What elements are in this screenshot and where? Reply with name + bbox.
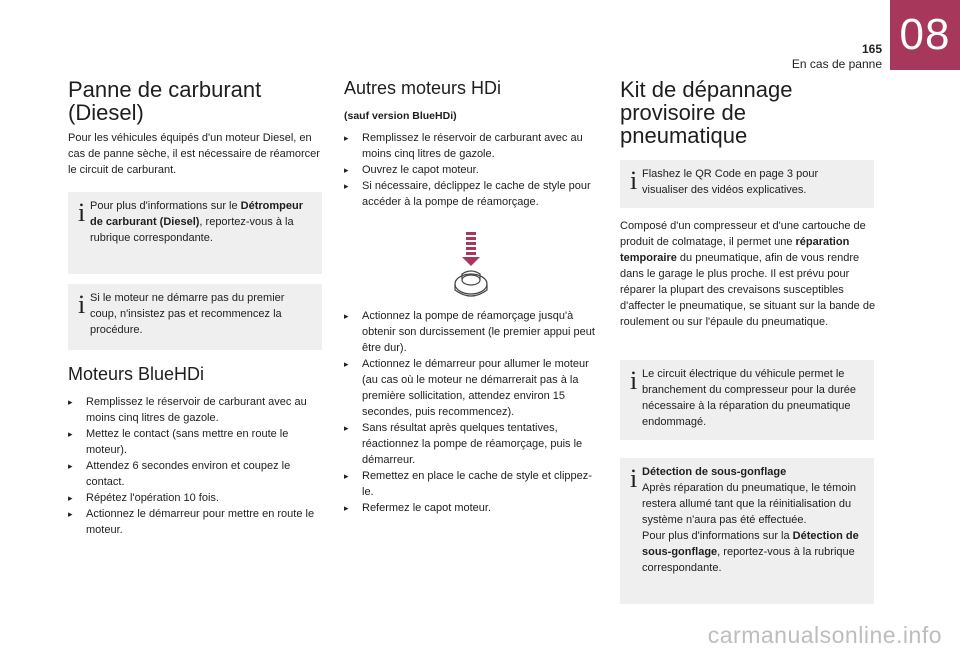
detection-title: Détection de sous-gonflage [642,466,787,478]
list-item: ▸ Actionnez le démarreur pour allumer le moteur (au cas où le moteur ne démarrerait pas à la première sollicitation, attendez environ 15 secondes, puis recommencez). [344,358,589,418]
list-item: ▸ Si nécessaire, déclippez le cache de style pour accéder à la pompe de réamorçage. [344,180,591,208]
list-item: ▸ Attendez 6 secondes environ et coupez le contact. [68,460,291,488]
info-icon: i [78,290,86,319]
list-item: ▸ Sans résultat après quelques tentatives, réactionnez la pompe de réamorçage, puis le démarreur. [344,422,583,466]
list-item: ▸ Ouvrez le capot moteur. [344,164,479,176]
priming-pump-illustration [450,228,500,300]
page-number: 165 [861,42,882,56]
info-icon: i [630,166,638,195]
bluehdi-steps [68,394,318,538]
info-box-circuit: i Le circuit électrique du véhicule permet le branchement du compresseur pour la durée nécessaire à la réparation du pneumatique endommagé. [620,360,874,440]
info-icon: i [630,366,638,395]
section-title: En cas de panne [791,57,882,71]
info-box-qr: i Flashez le QR Code en page 3 pour visualiser des vidéos explicatives. [620,160,874,208]
list-item: ▸ Actionnez la pompe de réamorçage jusqu'à obtenir son durcissement (le premier appui peut être dur). [344,310,595,354]
chapter-tab: 08 [890,0,960,70]
title-bluehdi: Moteurs BlueHDi [68,364,205,384]
title-panne-carburant: Panne de carburant (Diesel) [68,77,262,125]
list-item: ▸ Refermez le capot moteur. [344,502,492,514]
list-item: ▸ Mettez le contact (sans mettre en route le moteur). [68,428,289,456]
subtitle-sauf-bluehdi: (sauf version BlueHDi) [344,110,457,122]
column-1 [68,78,322,124]
intro-text: Pour les véhicules équipés d'un moteur Diesel, en cas de panne sèche, il est nécessaire de réamorcer le circuit de carburant. [68,132,320,176]
list-item: ▸ Actionnez le démarreur pour mettre en route le moteur. [68,508,315,536]
list-item: ▸ Remettez en place le cache de style et clippez-le. [344,470,592,498]
info-box-demarrage: i Si le moteur ne démarre pas du premier coup, n'insistez pas et recommencez la procédure. [68,284,322,350]
info-icon: i [630,464,638,493]
list-item: ▸ Remplissez le réservoir de carburant avec au moins cinq litres de gazole. [68,396,307,424]
title-autres-hdi: Autres moteurs HDi [344,78,502,98]
hdi-steps-b [344,308,598,516]
list-item: ▸ Remplissez le réservoir de carburant avec au moins cinq litres de gazole. [344,132,583,160]
info-box-detrompeur: i Pour plus d'informations sur le Détrompeur de carburant (Diesel), reportez-vous à la rubrique correspondante. [68,192,322,274]
title-kit-depannage: Kit de dépannage provisoire de pneumatique [620,77,793,148]
kit-description: Composé d'un compresseur et d'une cartouche de produit de colmatage, il permet une réparation temporaire du pneumatique, afin de vous rendre dans le garage le plus proche. Il est prévu pour réparer la plupart des crevaisons susceptibles d'affecter le pneumatique, se situant sur la bande de roulement ou sur l'épaule du pneumatique. [620,220,876,328]
list-item: ▸ Répétez l'opération 10 fois. [68,492,219,504]
info-icon: i [78,198,86,227]
footer-watermark: carmanualsonline.info [707,622,942,648]
info-box-sous-gonflage: i Détection de sous-gonflage Après réparation du pneumatique, le témoin restera allumé tant que la réinitialisation du système n'aura pas été effectuée. Pour plus d'informations sur la Détection de sous-gonflage, reportez-vous à la rubrique correspondante. [620,458,874,604]
hdi-steps-a [344,130,598,210]
